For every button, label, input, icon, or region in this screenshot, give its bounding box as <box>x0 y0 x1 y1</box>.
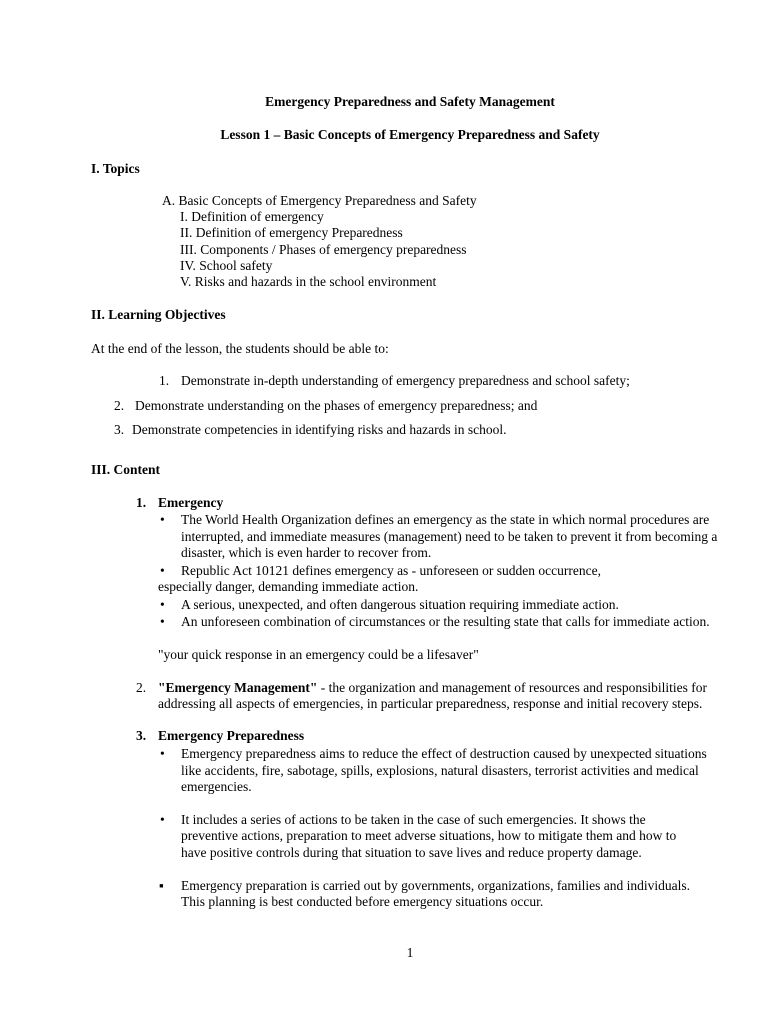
topics-subitem: V. Risks and hazards in the school environment <box>180 274 437 289</box>
content-heading: III. Content <box>91 462 161 477</box>
objective-text: Demonstrate understanding on the phases of emergency preparedness; and <box>135 398 538 413</box>
lesson-subtitle: Lesson 1 – Basic Concepts of Emergency Preparedness and Safety <box>220 127 600 142</box>
bullet-text: Republic Act 10121 defines emergency as - unforeseen or sudden occurrence, <box>181 563 601 578</box>
emergency-management-term: "Emergency Management" <box>158 680 318 695</box>
section-number: 2. <box>136 680 147 695</box>
bullet-text: like accidents, fire, sabotage, spills, explosions, natural disasters, terrorist activities and medical <box>181 763 699 778</box>
bullet-icon: • <box>160 597 165 612</box>
topics-heading: I. Topics <box>91 161 140 176</box>
topics-subitem: III. Components / Phases of emergency preparedness <box>180 242 467 257</box>
quote-text: "your quick response in an emergency could be a lifesaver" <box>158 647 479 662</box>
page-number: 1 <box>406 945 414 960</box>
objectives-heading: II. Learning Objectives <box>91 307 226 322</box>
objective-number: 1. <box>159 373 170 388</box>
objectives-intro: At the end of the lesson, the students should be able to: <box>91 341 389 356</box>
topics-subitem: I. Definition of emergency <box>180 209 324 224</box>
section-title-preparedness: Emergency Preparedness <box>158 728 305 743</box>
bullet-text: The World Health Organization defines an emergency as the state in which normal procedures are <box>181 512 710 527</box>
objective-text: Demonstrate in-depth understanding of emergency preparedness and school safety; <box>181 373 630 388</box>
emergency-management-definition: - the organization and management of resources and responsibilities for <box>317 680 707 695</box>
topics-item-a: A. Basic Concepts of Emergency Preparedness and Safety <box>162 193 477 208</box>
bullet-text: disaster, which is even harder to recover from. <box>181 545 432 560</box>
objective-text: Demonstrate competencies in identifying risks and hazards in school. <box>132 422 507 437</box>
bullet-text: Emergency preparedness aims to reduce the effect of destruction caused by unexpected situations <box>181 746 707 761</box>
objective-number: 3. <box>114 422 125 437</box>
bullet-text: This planning is best conducted before emergency situations occur. <box>181 894 544 909</box>
bullet-text: A serious, unexpected, and often dangerous situation requiring immediate action. <box>181 597 619 612</box>
section-number: 1. <box>136 495 147 510</box>
bullet-text: An unforeseen combination of circumstances or the resulting state that calls for immediate action. <box>181 614 710 629</box>
topics-subitem: II. Definition of emergency Preparedness <box>180 225 403 240</box>
bullet-icon: • <box>160 563 165 578</box>
bullet-text: preventive actions, preparation to meet adverse situations, how to mitigate them and how to <box>181 828 677 843</box>
bullet-icon: • <box>160 512 165 527</box>
bullet-text: interrupted, and immediate measures (management) need to be taken to prevent it from becoming a <box>181 529 718 544</box>
bullet-icon: • <box>160 614 165 629</box>
bullet-text: Emergency preparation is carried out by governments, organizations, families and individuals. <box>181 878 690 893</box>
document-title: Emergency Preparedness and Safety Management <box>265 94 555 109</box>
bullet-text: emergencies. <box>181 779 252 794</box>
section-emergency-management <box>158 679 707 696</box>
bullet-text: have positive controls during that situation to save lives and reduce property damage. <box>181 845 642 860</box>
bullet-icon: • <box>160 812 165 827</box>
objective-number: 2. <box>114 398 125 413</box>
square-bullet-icon: ▪ <box>159 878 164 893</box>
bullet-text: especially danger, demanding immediate action. <box>158 579 419 594</box>
emergency-management-line2: addressing all aspects of emergencies, in particular preparedness, response and initial recovery steps. <box>158 696 703 711</box>
bullet-icon: • <box>160 746 165 761</box>
topics-subitem: IV. School safety <box>180 258 273 273</box>
section-title-emergency: Emergency <box>158 495 224 510</box>
bullet-text: It includes a series of actions to be taken in the case of such emergencies. It shows the <box>181 812 646 827</box>
section-number: 3. <box>136 728 147 743</box>
